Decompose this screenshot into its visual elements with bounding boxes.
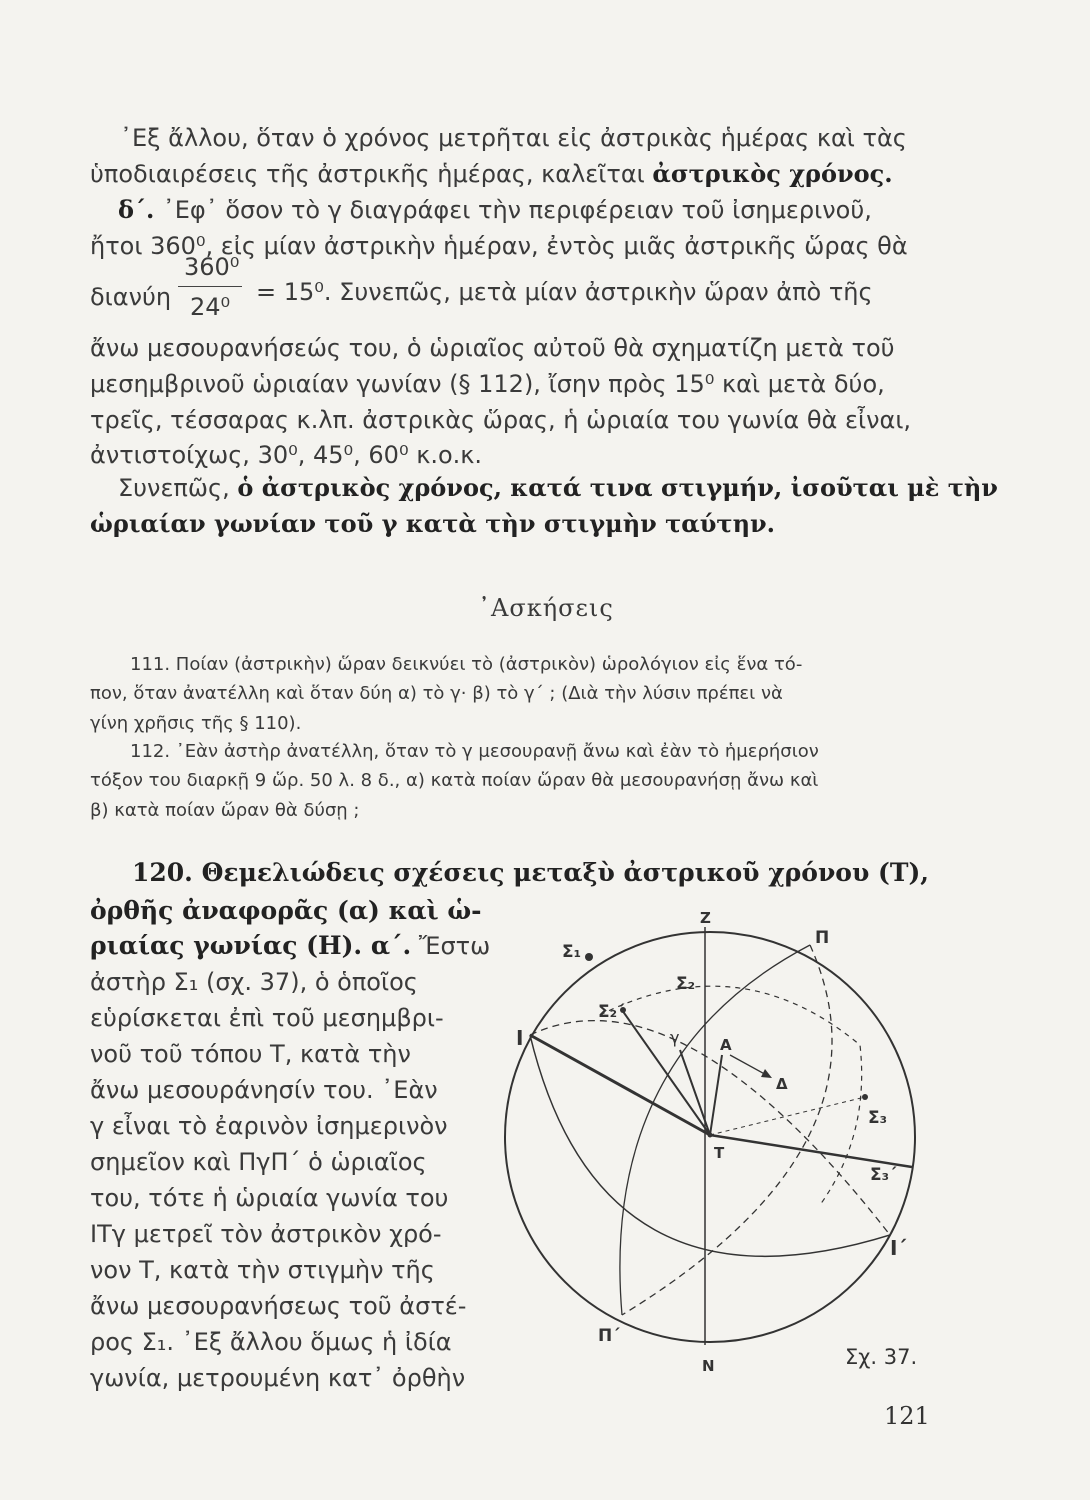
label-d: Δ	[776, 1075, 788, 1093]
exercises-title: ᾿Ασκήσεις	[478, 594, 614, 622]
line-t-s2p	[622, 1010, 710, 1135]
exercise-111-line2: πον, ὅταν ἀνατέλλη καὶ ὅταν δύη α) τὸ γ· β) τὸ γ΄ ; (Διὰ τὴν λύσιν πρέπει νὰ	[90, 683, 783, 704]
label-t: Τ	[714, 1144, 725, 1162]
hour-circle-dashed	[622, 945, 832, 1315]
celestial-sphere-figure	[480, 905, 940, 1385]
section-120-body-line: γωνία, μετρουμένη κατ᾿ ὀρθὴν	[90, 1364, 466, 1392]
label-s2p: Σ₂΄	[598, 1002, 625, 1022]
para2-line3-pre: διανύη	[90, 283, 172, 311]
label-n: N	[702, 1357, 715, 1375]
section-120-body-line: εὑρίσκεται ἐπὶ τοῦ μεσημβρι-	[90, 1004, 444, 1032]
exercise-112-line2: τόξον του διαρκῇ 9 ὥρ. 50 λ. 8 δ., α) κατὰ ποίαν ὥραν θὰ μεσουρανήσῃ ἄνω καὶ	[90, 770, 819, 791]
fraction-denominator: 24⁰	[190, 293, 231, 321]
line-t-s3	[710, 1097, 865, 1135]
section-120-body-line: ἄνω μεσουράνησίν του. ᾿Εὰν	[90, 1076, 438, 1104]
section-120-body-line: του, τότε ἡ ὡριαία γωνία του	[90, 1184, 449, 1212]
section-120-body-line: ἄνω μεσουρανήσεως τοῦ ἀστέ-	[90, 1292, 467, 1320]
section-120-line3-text: Ἔστω	[411, 932, 491, 960]
para2-line1	[118, 196, 872, 224]
para2-line5: μεσημβρινοῦ ὡριαίαν γωνίαν (§ 112), ἴσην πρὸς 15⁰ καὶ μετὰ δύο,	[90, 370, 885, 398]
point-t	[708, 1133, 713, 1138]
section-120-body-line: ΙΤγ μετρεῖ τὸν ἀστρικὸν χρό-	[90, 1220, 442, 1248]
section-120-body-line: σημεῖον καὶ ΠγΠ΄ ὁ ὡριαῖος	[90, 1148, 427, 1176]
label-ip: Ι΄	[890, 1236, 907, 1260]
fraction-bar	[178, 286, 242, 287]
exercise-111-line3: γίνη χρῆσις τῆς § 110).	[90, 713, 302, 734]
line-t-s3p	[710, 1135, 912, 1167]
para3-line2: ὡριαίαν γωνίαν τοῦ γ κατὰ τὴν στιγμὴν ταύτην.	[90, 509, 776, 538]
para2-line1-text: ᾿Εφ᾿ ὅσον τὸ γ διαγράφει τὴν περιφέρειαν τοῦ ἰσημερινοῦ,	[162, 196, 872, 224]
para3-line1-bold: ὁ ἀστρικὸς χρόνος, κατά τινα στιγμήν, ἰσοῦται μὲ τὴν	[237, 473, 998, 502]
label-z: Z	[700, 909, 711, 927]
para2-label: δ΄.	[118, 195, 163, 224]
point-s3	[862, 1094, 868, 1100]
section-120-line3	[90, 932, 490, 960]
equator-back	[530, 1021, 890, 1235]
equator-front	[530, 1035, 890, 1256]
para3-line1	[118, 474, 998, 502]
label-gamma: γ	[670, 1028, 680, 1047]
label-s3p: Σ₃΄	[870, 1165, 897, 1185]
label-s1: Σ₁	[562, 942, 582, 962]
para2-line3-post: = 15⁰. Συνεπῶς, μετὰ μίαν ἀστρικὴν ὥραν ἀπὸ τῆς	[256, 278, 873, 306]
para2-line7: ἀντιστοίχως, 30⁰, 45⁰, 60⁰ κ.ο.κ.	[90, 441, 483, 469]
figure-caption: Σχ. 37.	[845, 1345, 918, 1369]
para3-line1-text: Συνεπῶς,	[118, 474, 238, 502]
label-a: Α	[720, 1036, 732, 1054]
point-s1	[585, 953, 593, 961]
hour-circle-solid	[620, 945, 810, 1315]
section-120-heading-line3: ριαίας γωνίας (Η). α΄.	[90, 931, 412, 960]
page-number: 121	[884, 1402, 930, 1430]
fraction-numerator: 360⁰	[184, 253, 240, 281]
section-120-body-line: νοῦ τοῦ τόπου Τ, κατὰ τὴν	[90, 1040, 411, 1068]
section-120-heading-line2: ὀρθῆς ἀναφορᾶς (α) καὶ ὡ-	[90, 896, 482, 925]
section-120-body-line: νον Τ, κατὰ τὴν στιγμὴν τῆς	[90, 1256, 435, 1284]
para1-line2-text: ὑποδιαιρέσεις τῆς ἀστρικῆς ἡμέρας, καλεῖται	[90, 160, 653, 188]
section-120-body-line: γ εἶναι τὸ ἐαρινὸν ἰσημερινὸν	[90, 1112, 448, 1140]
label-p: Π	[815, 928, 830, 948]
label-s2: Σ₂	[676, 974, 696, 994]
label-i: Ι	[516, 1026, 524, 1050]
para2-line4: ἄνω μεσουρανήσεώς του, ὁ ὡριαῖος αὐτοῦ θὰ σχηματίζη μετὰ τοῦ	[90, 334, 895, 362]
term-sidereal-time: ἀστρικὸς χρόνος.	[652, 159, 893, 188]
section-120-body-line: ἀστὴρ Σ₁ (σχ. 37), ὁ ὁποῖος	[90, 968, 418, 996]
line-i-t	[530, 1035, 710, 1135]
section-120-heading: 120. Θεμελιώδεις σχέσεις μεταξὺ ἀστρικοῦ χρόνου (Τ),	[132, 858, 929, 887]
para2-line6: τρεῖς, τέσσαρας κ.λπ. ἀστρικὰς ὥρας, ἡ ὡριαία του γωνία θὰ εἶναι,	[90, 406, 912, 434]
label-pp: Π΄	[598, 1326, 620, 1346]
exercise-112-line3: β) κατὰ ποίαν ὥραν θὰ δύσῃ ;	[90, 800, 360, 821]
para2-line2: ἤτοι 360⁰, εἰς μίαν ἀστρικὴν ἡμέραν, ἐντὸς μιᾶς ἀστρικῆς ὥρας θὰ	[90, 232, 908, 260]
exercise-112-line1: 112. ᾿Εὰν ἀστὴρ ἀνατέλλη, ὅταν τὸ γ μεσουρανῇ ἄνω καὶ ἐὰν τὸ ἡμερήσιον	[130, 741, 819, 762]
section-120-body-line: ρος Σ₁. ᾿Εξ ἄλλου ὅμως ἡ ἰδία	[90, 1328, 452, 1356]
exercise-111-line1: 111. Ποίαν (ἀστρικὴν) ὥραν δεικνύει τὸ (ἀστρικὸν) ὡρολόγιον εἰς ἕνα τό-	[130, 654, 803, 675]
para1-line1: ᾿Εξ ἄλλου, ὅταν ὁ χρόνος μετρῆται εἰς ἀστρικὰς ἡμέρας καὶ τὰς	[120, 124, 907, 152]
line-t-a	[710, 1055, 722, 1135]
para1-line2	[90, 160, 893, 188]
label-s3: Σ₃	[868, 1108, 888, 1128]
